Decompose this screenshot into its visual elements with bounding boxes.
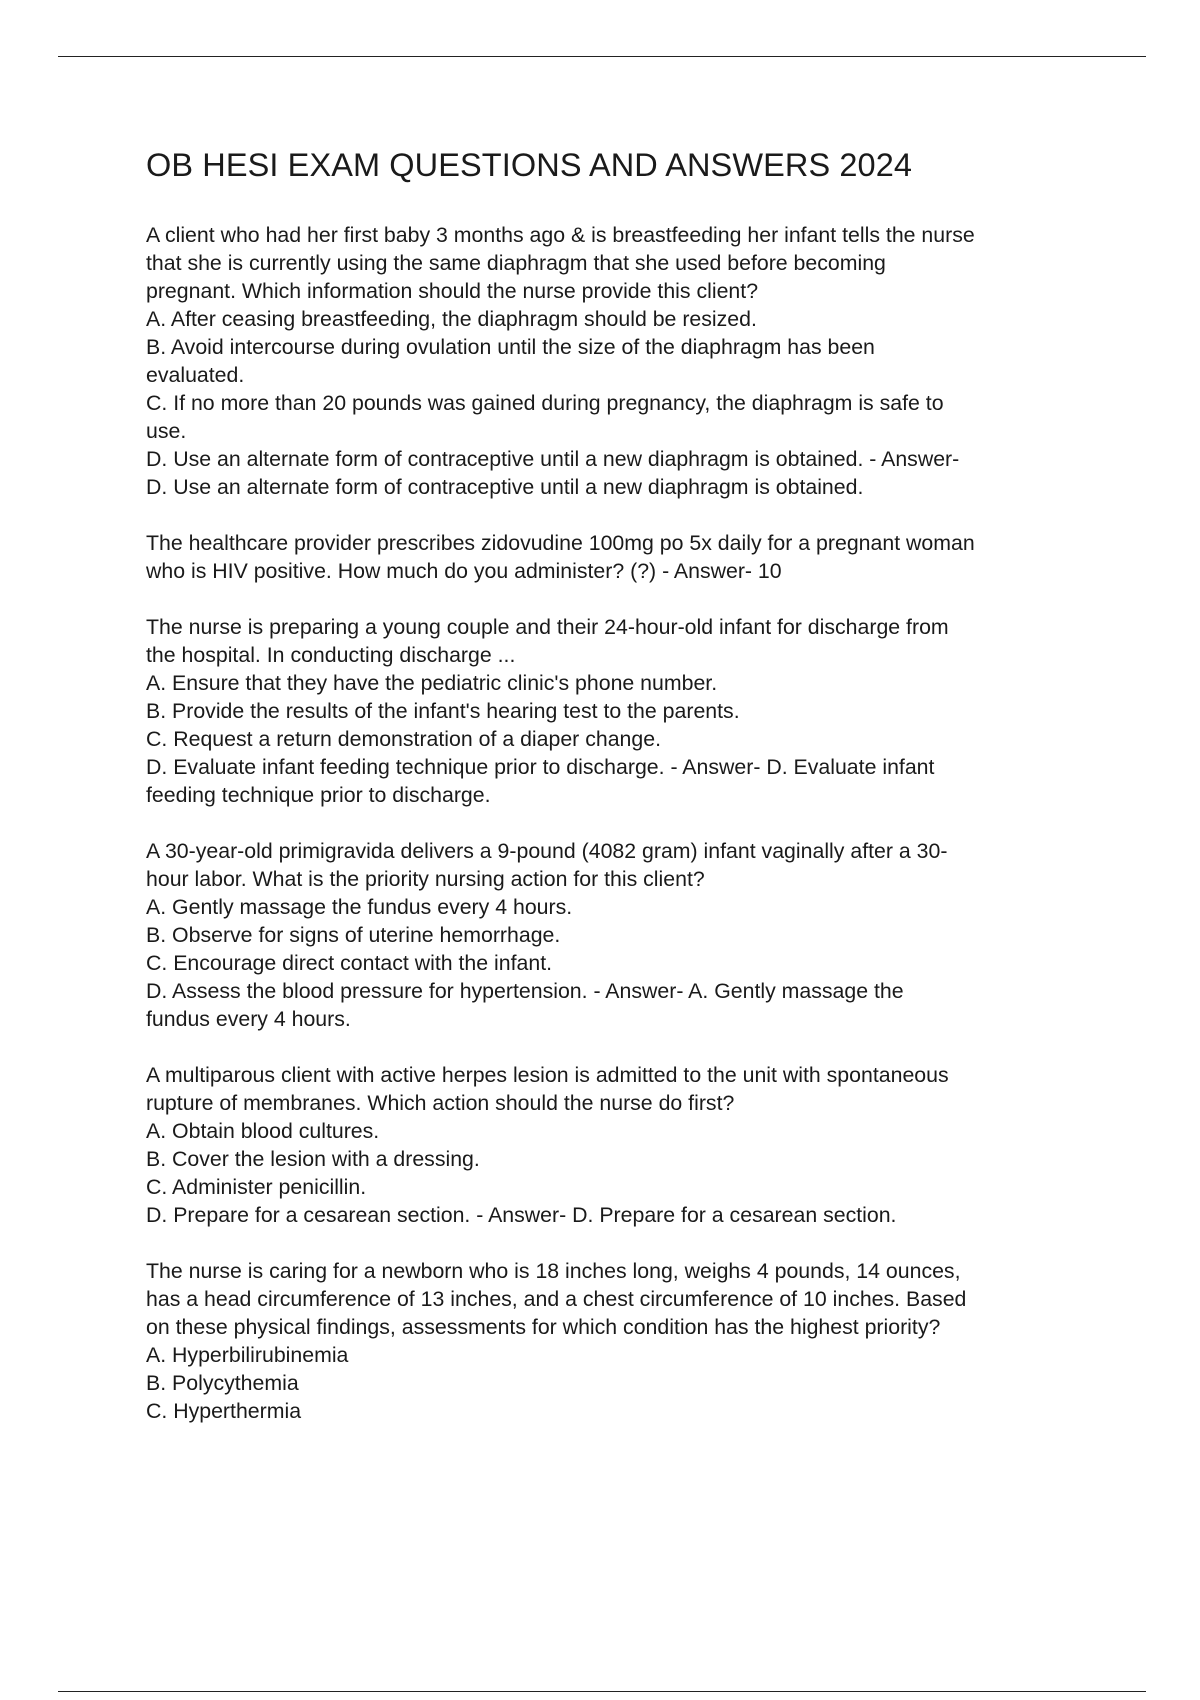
question-block	[146, 221, 1090, 501]
question-text-line: B. Avoid intercourse during ovulation until the size of the diaphragm has been	[146, 335, 875, 359]
question-text-line: who is HIV positive. How much do you administer? (?) - Answer- 10	[146, 559, 782, 583]
question-text-line: the hospital. In conducting discharge ...	[146, 643, 516, 667]
question-text-line: C. Administer penicillin.	[146, 1175, 367, 1199]
question-text-line: fundus every 4 hours.	[146, 1007, 351, 1031]
question-block	[146, 529, 1090, 585]
question-text-line: pregnant. Which information should the nurse provide this client?	[146, 279, 759, 303]
question-text-line: B. Polycythemia	[146, 1371, 299, 1395]
question-text-line: C. Encourage direct contact with the infant.	[146, 951, 553, 975]
question-text-line: that she is currently using the same diaphragm that she used before becoming	[146, 251, 886, 275]
question-text-line: The nurse is preparing a young couple and their 24-hour-old infant for discharge from	[146, 615, 949, 639]
question-text-line: The healthcare provider prescribes zidovudine 100mg po 5x daily for a pregnant woman	[146, 531, 975, 555]
question-text-line: C. If no more than 20 pounds was gained during pregnancy, the diaphragm is safe to	[146, 391, 944, 415]
question-block	[146, 837, 1090, 1033]
question-text-line: D. Prepare for a cesarean section. - Answer- D. Prepare for a cesarean section.	[146, 1203, 897, 1227]
question-text-line: A. After ceasing breastfeeding, the diaphragm should be resized.	[146, 307, 757, 331]
question-text-line: rupture of membranes. Which action should the nurse do first?	[146, 1091, 735, 1115]
question-list	[146, 221, 1090, 1425]
question-block	[146, 613, 1090, 809]
bottom-rule	[58, 1691, 1146, 1692]
top-rule	[58, 56, 1146, 57]
question-text-line: C. Hyperthermia	[146, 1399, 302, 1423]
question-text-line: hour labor. What is the priority nursing action for this client?	[146, 867, 705, 891]
question-text-line: use.	[146, 419, 187, 443]
question-text-line: C. Request a return demonstration of a diaper change.	[146, 727, 661, 751]
question-text-line: A. Obtain blood cultures.	[146, 1119, 380, 1143]
question-text-line: A 30-year-old primigravida delivers a 9-pound (4082 gram) infant vaginally after a 30-	[146, 839, 948, 863]
question-text-line: on these physical findings, assessments for which condition has the highest priority?	[146, 1315, 941, 1339]
question-text-line: A client who had her first baby 3 months ago & is breastfeeding her infant tells the nurse	[146, 223, 975, 247]
question-text-line: D. Evaluate infant feeding technique prior to discharge. - Answer- D. Evaluate infant	[146, 755, 935, 779]
question-text-line: B. Cover the lesion with a dressing.	[146, 1147, 480, 1171]
question-text-line: D. Use an alternate form of contraceptive until a new diaphragm is obtained. - Answer-	[146, 447, 960, 471]
question-text-line: D. Use an alternate form of contraceptive until a new diaphragm is obtained.	[146, 475, 864, 499]
question-text-line: A. Ensure that they have the pediatric clinic's phone number.	[146, 671, 718, 695]
question-text-line: D. Assess the blood pressure for hypertension. - Answer- A. Gently massage the	[146, 979, 904, 1003]
question-text-line: A. Hyperbilirubinemia	[146, 1343, 349, 1367]
page-content	[146, 145, 1090, 1453]
question-text-line: has a head circumference of 13 inches, and a chest circumference of 10 inches. Based	[146, 1287, 967, 1311]
question-text-line: A. Gently massage the fundus every 4 hours.	[146, 895, 573, 919]
question-text-line: evaluated.	[146, 363, 245, 387]
page-title: OB HESI EXAM QUESTIONS AND ANSWERS 2024	[146, 147, 913, 183]
question-text-line: The nurse is caring for a newborn who is 18 inches long, weighs 4 pounds, 14 ounces,	[146, 1259, 961, 1283]
question-text-line: B. Provide the results of the infant's hearing test to the parents.	[146, 699, 740, 723]
question-block	[146, 1257, 1090, 1425]
question-text-line: A multiparous client with active herpes lesion is admitted to the unit with spontaneous	[146, 1063, 949, 1087]
question-text-line: B. Observe for signs of uterine hemorrhage.	[146, 923, 561, 947]
question-block	[146, 1061, 1090, 1229]
question-text-line: feeding technique prior to discharge.	[146, 783, 491, 807]
